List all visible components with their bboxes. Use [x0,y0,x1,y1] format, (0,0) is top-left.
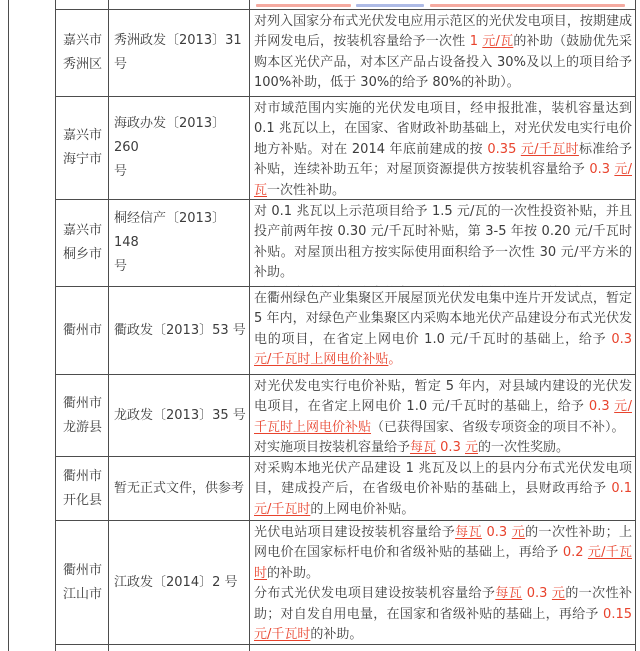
cut-off-text-remnant [256,4,351,7]
city-name-line: 秀洲区 [63,57,103,72]
policy-amount-highlight: 元/千瓦时 [254,627,311,643]
cut-off-row-top-city [56,0,109,10]
policy-text-segment: 的补助。 [310,627,363,643]
city-name-line: 开化县 [63,492,103,508]
city-name-line: 桐乡市 [63,247,103,262]
policy-amount-highlight: 1 [469,34,483,50]
policy-paragraph [254,459,632,520]
cut-off-row-top-desc [250,0,636,10]
policy-text-segment: 在衢州绿色产业集聚区开展屋顶光伏发电集中连片开发试点，暂定 5 年内，对绿色产业集聚区内采购本地光伏产品建设分布式光伏发电的项目，在省定上网电价 1.0 元/千瓦时的基础上，给予 [254,291,632,347]
policy-description-cell [250,10,636,97]
document-number-cell [109,521,250,645]
policy-amount-highlight: 0.35 [487,141,521,157]
document-number-line: 衢政发〔2013〕53 号 [114,322,246,338]
policy-amount-highlight: 元/瓦 [254,162,632,198]
policy-text-segment: 标准给予补贴，连续补助五年；对屋顶资源提供方按装机容量给予 [254,141,632,178]
policy-amount-highlight: 每瓦 [455,525,482,540]
city-cell [56,287,109,375]
policy-amount-highlight: 元 [464,440,478,456]
policy-text-segment: 分布式光伏发电项目建设按装机容量给予 [254,586,496,602]
city-name-line: 嘉兴市 [63,33,103,48]
policy-paragraph [254,12,632,94]
city-name-line: 衢州市 [63,322,103,338]
cut-off-row-bottom-desc [250,645,636,651]
city-cell [56,97,109,200]
policy-paragraph [254,289,632,371]
policy-paragraph [254,438,632,457]
policy-amount-highlight: 元/瓦 [482,34,514,50]
document-number-line: 桐经信产〔2013〕148 [114,211,226,250]
document-number-cell [109,457,250,521]
policy-amount-highlight: 元 [551,586,566,602]
policy-text-segment: 对市域范围内实施的光伏发电项目，经申报批准，装机容量达到 0.1 兆瓦以上，在国家、省财政补助基础上，对光伏发电实行电价地方补贴。对在 2014 年底前建成的按 [254,101,632,157]
document-number-line: 龙政发〔2013〕35 号 [114,407,246,423]
policy-text-segment: 的补助（鼓励优先采购本区光伏产品，对本区产品占设备投入 30%及以上的项目给予 100%补助，低于 30%的给予 80%的补助）。 [254,34,632,91]
document-number-cell [109,10,250,97]
city-name-line: 衢州市 [63,468,103,484]
policy-description-cell [250,521,636,645]
document-number-line: 号 [114,259,128,274]
policy-amount-highlight: 0.3 [588,399,615,415]
policy-text-segment: 对 0.1 兆瓦以上示范项目给予 1.5 元/瓦的一次性投资补贴，并且投产前两年按 0.30 元/千瓦时补贴，第 3-5 年按 0.20 元/千瓦时补贴。对屋顶出租方按实际使用面积给予一次性 30 元/平方米的补助。 [254,204,632,281]
document-number-line: 暂无正式文件，供参考 [114,480,245,496]
policy-amount-highlight: 0.3 [436,440,465,456]
policy-description-cell [250,200,636,287]
policy-text-segment: 的一次性补助；上网电价在国家标杆电价和省级补贴的基础上，再给予 [254,525,632,561]
policy-paragraph [254,202,632,284]
policy-amount-highlight: 元/千瓦时 [254,501,311,517]
policy-amount-highlight: 0.1 [611,481,632,497]
document-number-line: 海政办发〔2013〕260 [114,116,226,155]
city-name-line: 嘉兴市 [63,128,103,143]
city-name-line: 嘉兴市 [63,223,103,238]
city-name-line: 江山市 [63,586,103,602]
policy-text-segment: 对列入国家分布式光伏发电应用示范区的光伏发电项目，按期建成并网发电后，按装机容量给予一次性 [254,14,632,50]
policy-text-segment: 对实施项目按装机容量给予 [254,440,411,456]
policy-amount-highlight: 0.3 [589,162,615,178]
document-number-line: 秀洲政发〔2013〕31 [114,33,242,48]
policy-text-segment: （已获得国家、省级专项资金的项目不补）。 [371,419,625,435]
city-name-line: 衢州市 [63,395,103,411]
document-number-cell [109,375,250,457]
document-number-line: 号 [114,164,128,179]
city-cell [56,200,109,287]
policy-amount-highlight: 0.3 [611,331,632,347]
policy-text-segment: 对光伏发电实行电价补贴，暂定 5 年内，对县域内建设的光伏发电项目，在省定上网电价 1.0 元/千瓦时的基础上，给予 [254,379,632,415]
policy-amount-highlight: 每瓦 [495,586,523,602]
document-number-cell [109,97,250,200]
policy-paragraph [254,377,632,438]
city-cell [56,10,109,97]
policy-paragraph [254,584,632,645]
province-cell-empty [9,0,56,651]
policy-text-segment: 的补助。 [267,565,320,581]
cut-off-text-remnant [430,4,625,7]
policy-amount-highlight: 元/千瓦时上网电价补贴 [254,399,632,435]
cut-off-row-top-doc [109,0,250,10]
city-name-line: 衢州市 [63,562,103,578]
policy-amount-highlight: 0.2 [562,545,588,561]
document-number-cell [109,200,250,287]
policy-text-segment: 的一次性补助；对自发自用电量，在国家和省级补贴的基础上，再给予 [254,586,632,622]
policy-description-cell [250,457,636,521]
document-number-cell [109,287,250,375]
city-name-line: 龙游县 [63,419,103,435]
policy-amount-highlight: 元 [511,525,526,540]
policy-amount-highlight: 0.3 [522,586,552,602]
policy-amount-highlight: 元/千瓦时上网电价补贴 [254,352,389,368]
subsidy-policy-table [8,0,636,651]
policy-amount-highlight: 0.3 [481,525,512,540]
policy-text-segment: 一次性补助。 [267,182,346,198]
cut-off-row-bottom-city [56,645,109,651]
policy-amount-highlight: 0.15 [603,606,632,622]
policy-amount-highlight: 元/千瓦时 [520,141,579,157]
city-cell [56,457,109,521]
policy-amount-highlight: 元/千瓦时 [254,545,632,581]
policy-paragraph [254,99,632,200]
policy-text-segment: 对采购本地光伏产品建设 1 兆瓦及以上的县内分布式光伏发电项目，建成投产后，在省级电价补贴的基础上，县财政再给予 [254,461,632,497]
document-number-line: 号 [114,57,128,72]
policy-text-segment: 光伏电站项目建设按装机容量给予 [254,525,456,540]
policy-amount-highlight: 。 [388,352,402,368]
cut-off-text-remnant [356,4,424,7]
city-cell [56,375,109,457]
policy-amount-highlight: 每瓦 [410,440,437,456]
city-name-line: 海宁市 [63,152,103,167]
policy-text-segment: 的上网电价补贴。 [310,501,415,517]
policy-description-cell [250,97,636,200]
city-cell [56,521,109,645]
policy-description-cell [250,287,636,375]
document-number-line: 江政发〔2014〕2 号 [114,574,238,590]
policy-description-cell [250,375,636,457]
policy-text-segment: 的一次性奖励。 [478,440,570,456]
cut-off-row-bottom-doc [109,645,250,651]
policy-paragraph [254,523,632,584]
